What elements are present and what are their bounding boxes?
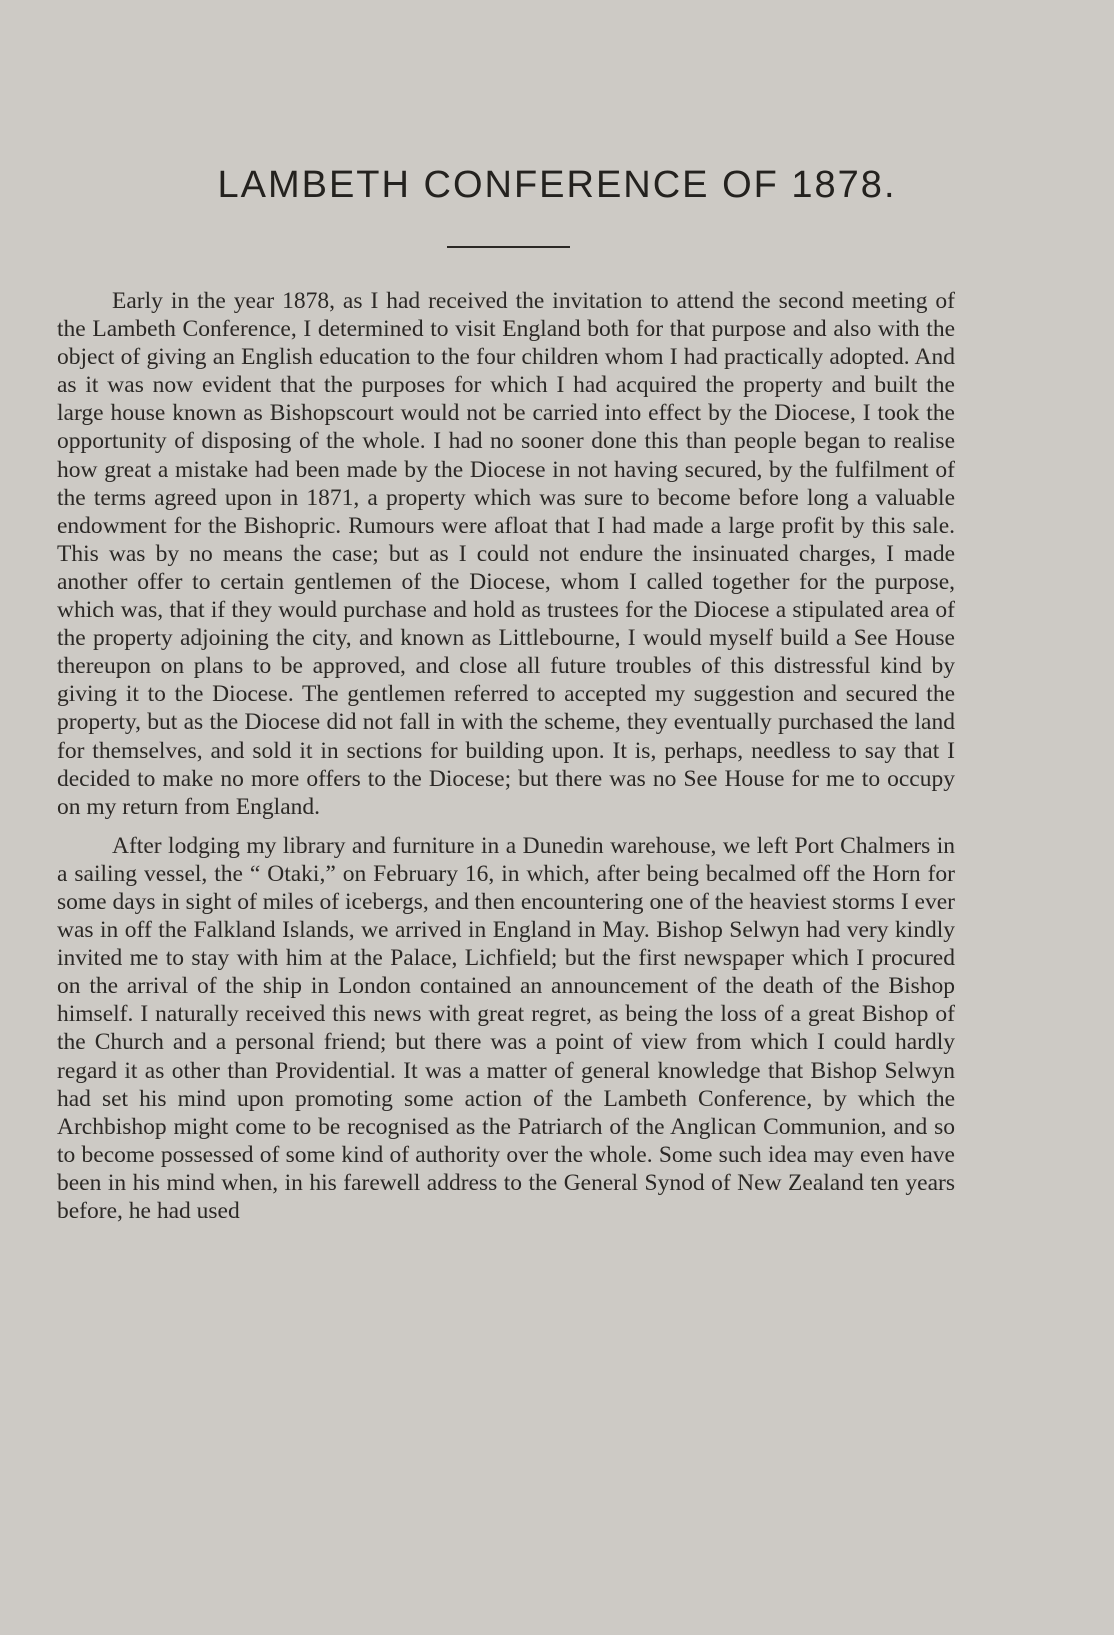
paragraph-1: Early in the year 1878, as I had received the invitation to attend the second meeting of the Lambeth Conference, I determined to visit England both for that purpose and also with the object of giving an English education to the four children whom I had practically adopted. And as it was now evident that the purposes for which I had acquired the property and built the large house known as Bishopscourt would not be carried into effect by the Diocese, I took the opportunity of disposing of the whole. I had no sooner done this than people began to realise how great a mistake had been made by the Diocese in not having secured, by the fulfilment of the terms agreed upon in 1871, a property which was sure to become before long a valuable endowment for the Bishopric. Rumours were afloat that I had made a large profit by this sale. This was by no means the case; but as I could not endure the insinuated charges, I made another offer to certain gentlemen of the Diocese, whom I called together for the purpose, which was, that if they would purchase and hold as trustees for the Diocese a stipulated area of the property adjoining the city, and known as Littlebourne, I would myself build a See House thereupon on plans to be approved, and close all future troubles of this distressful kind by giving it to the Diocese. The gentlemen referred to accepted my suggestion and secured the property, but as the Diocese did not fall in with the scheme, they eventually purchased the land for themselves, and sold it in sections for building upon. It is, perhaps, needless to say that I decided to make no more offers to the Diocese; but there was no See House for me to occupy on my return from England. [57,288,955,820]
body-text [57,287,955,1225]
title-divider-rule [447,246,570,248]
paragraph-2: After lodging my library and furniture in a Dunedin warehouse, we left Port Chalmers in a sailing vessel, the “ Otaki,” on February 16, in which, after being becalmed off the Horn for some days in sight of miles of icebergs, and then encountering one of the heaviest storms I ever was in off the Falkland Islands, we arrived in England in May. Bishop Selwyn had very kindly invited me to stay with him at the Palace, Lichfield; but the first newspaper which I procured on the arrival of the ship in London contained an announcement of the death of the Bishop himself. I naturally received this news with great regret, as being the loss of a great Bishop of the Church and a personal friend; but there was a point of view from which I could hardly regard it as other than Providential. It was a matter of general knowledge that Bishop Selwyn had set his mind upon promoting some action of the Lambeth Conference, by which the Archbishop might come to be recognised as the Patriarch of the Anglican Communion, and so to become possessed of some kind of authority over the whole. Some such idea may even have been in his mind when, in his farewell address to the General Synod of New Zealand ten years before, he had used [57,832,955,1224]
chapter-title: LAMBETH CONFERENCE OF 1878. [217,164,897,206]
